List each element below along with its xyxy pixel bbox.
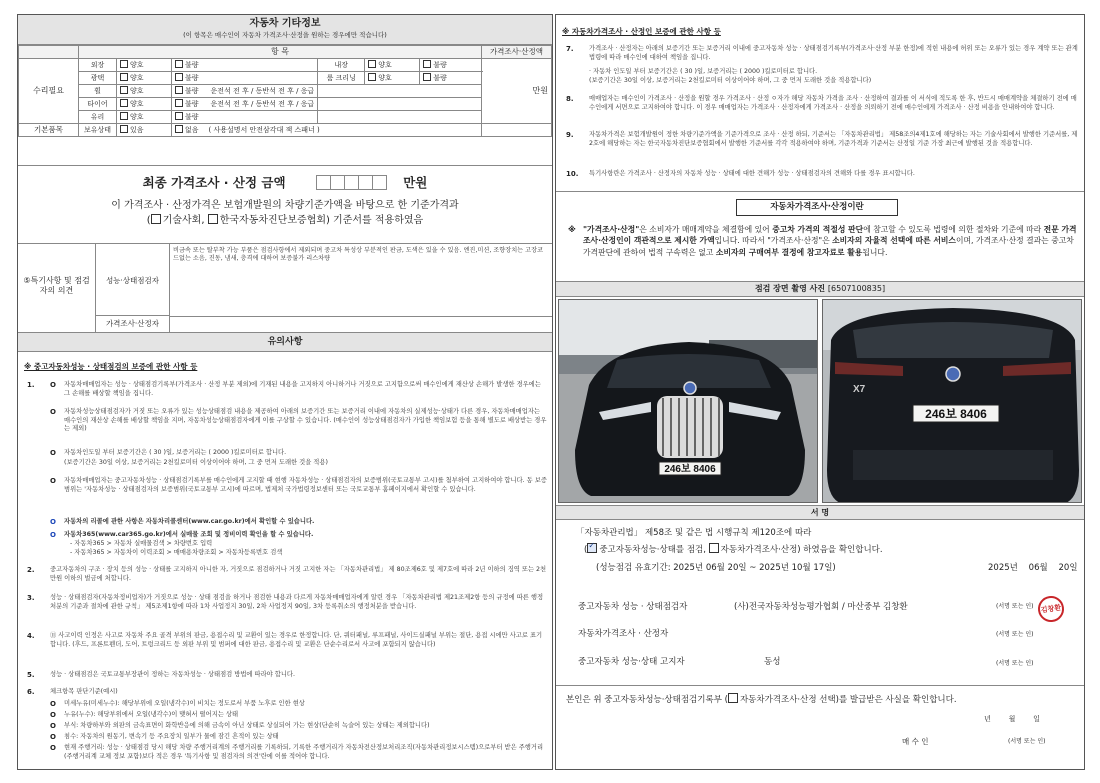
notice-6c: 부식: 차량하부와 외판의 금속표면이 화학반응에 의해 금속이 아닌 상태로 상실되어 가는 현상(단순히 녹슬어 있는 상태는 제외합니다) (64, 722, 430, 729)
opt-label: 불량 (185, 100, 199, 109)
opt-label: 불량 (185, 113, 199, 122)
notice-7-note: (보증기간은 30일 이상, 보증거리는 2천킬로미터 이상이어야 하며, 그 중 먼저 도래한 것을 적용합니다) (589, 77, 872, 84)
notice-6e: 현재 주행거리: 성능 · 상태점검 당시 해당 차량 주행거리계의 주행거리를 기록하되, 기록한 주행거리가 자동차전산정보처리조직(자동차관리정보시스템)으로부터 받은 주행거리(주행거리계 교체 정보 포함)보다 적은 경우 '특기사항 및 점검자의 의견'란에 이를 적어야 합니다. (64, 744, 544, 760)
price-notice-title: ※ 자동차가격조사 · 산정인 보증에 관한 사항 등 (562, 27, 721, 36)
notice-3: 성능 · 상태점검자(자동차정비업자)가 거짓으로 성능 · 상태 점검을 하거나 점검한 내용과 다르게 자동차매매업자에게 알린 경우 「자동차관리법 제21조제2항 등의 규정에 따른 행정처분의 기준과 절차에 관한 규칙」 제5조제1항에 따라 1차 사업정지 30일, 2차 사업정지 90일, 3차 등록취소의 행정처분을 받습니다. (50, 594, 544, 610)
num-3: 3. (27, 594, 35, 602)
right-column (555, 14, 1085, 770)
inspector-sign-hint: (서명 또는 인) (996, 603, 1034, 610)
notice-9: 자동차가격은 보험개발원이 정한 차량기준가액을 기준가격으로 조사 · 산정 하되, 기준서는 「자동차관리법」 제58조의4제1호에 해당하는 자는 기술사회에서 발행한 기준서를, 제2호에 해당하는 자는 한국자동차진단보증협회에서 발행한 기준서를 각각 적용하여야 하며, 기준가격과 기준서는 산정일 기준 가장 최근에 발행된 것을 적용합니다. (589, 131, 1078, 147)
num-2: 2. (27, 566, 35, 574)
notice-6a: 미세누유(미세누수): 해당부위에 오일(냉각수)이 비치는 정도로서 부품 노후로 인한 현상 (64, 700, 305, 707)
notice-7-period: · 자동차 인도일 부터 보증기간은 ( 30 )일, 보증거리는 ( 2000 )킬로미터로 합니다. (589, 68, 818, 75)
checkbox[interactable] (120, 60, 128, 68)
final-price-row (18, 175, 552, 194)
model-badge: X7 (853, 384, 866, 395)
bullet: O (50, 733, 56, 741)
checkbox[interactable] (120, 112, 128, 120)
opt-label: 양호 (130, 74, 144, 83)
notice-1d: 자동차매매업자는 중고자동차성능 · 상태점검기록부를 매수인에게 고지할 때 현행 자동차성능 · 상태점검자의 보증범위(국토교통부 고시)를 첨부하여 고지하여야 합니다. 동 보증범위는 '자동차성능 · 상태점검자의 보증범위(국토교통부 고시)에 따르며, 법제처 국가법령정보센터 또는 국토교통부 홈페이지에서 확인할 수 있습니다. (64, 477, 547, 493)
other-info-header (18, 15, 552, 45)
notice-5: 성능 · 상태점검은 국토교통부장관이 정하는 자동차성능 · 상태점검 방법에 따라야 합니다. (50, 671, 296, 678)
what-is-mark: ※ (568, 225, 576, 234)
wheel-position: 운전석 전 후 / 동반석 전 후 / 응급 (210, 87, 315, 96)
inspector-opinion-text: 비금속 또는 탈부착 가능 부품은 점검사항에서 제외되며 중고차 특성상 부분적인 판금, 도색은 있을 수 있음. 엔진,미션, 조향장치는 고장코드없는 소음, 진동, 냄새, 충격에 대하여 보증불가 리스차량 (173, 247, 544, 263)
notice-1a: 자동차매매업자는 성능 · 상태점검기록부(가격조사 · 산정 부분 제외)에 기재된 내용을 고지하지 아니하거나 거짓으로 고지함으로써 매수인에게 재산상 손해가 발생한 경우에는 그 손해를 배상할 책임을 집니다. (64, 381, 541, 397)
notice-8: 매매업자는 매수인이 가격조사 · 산정을 원할 경우 가격조사 · 산정 ㅇ자가 해당 자동차 가격을 조사 · 산정하여 결과를 이 서식에 적도록 한 후, 반드시 매매계약을 체결하기 전에 매수인에게 서면으로 고지하여야 합니다. 이 경우 매매업자는 가격조사 · 산정자에게 가격조사 · 산정을 의뢰하기 전에 매수인에게 가격조사 · 산정 비용을 안내하여야 합니다. (589, 95, 1077, 111)
front-plate: 246보 8406 (664, 464, 716, 475)
possession-label: 보유상태 (79, 124, 117, 137)
special-label: ⑤특기사항 및 점검자의 의견 (18, 244, 96, 333)
row-wheel: 휠 (79, 85, 117, 98)
price-header: 가격조사·산정액 (482, 46, 552, 59)
notice-section-title: ※ 중고자동차성능 · 상태점검의 보증에 관한 사항 등 (24, 362, 198, 371)
notice-recall: 자동차의 리콜에 관한 사항은 자동차리콜센터(www.car.go.kr)에서 확인할 수 있습니다. (64, 518, 315, 525)
opt-label: 없음 (185, 126, 199, 135)
notice-4: ⑪ 사고이력 인정은 사고로 자동차 주요 골격 부위의 판금, 용접수리 및 교환이 있는 경우로 한정합니다. 단, 쿼터패널, 루프패널, 사이드실패널 부위는 절단, 용접 시에만 사고로 표기합니다. (후드, 프론트펜더, 도어, 트렁크리드 등 외판 부위 및 범퍼에 대한 판금, 용접수리 및 교환은 단순수리로서 사고에 포함되지 않습니다) (50, 632, 543, 648)
checkbox[interactable] (120, 125, 128, 133)
final-price-line1: 이 가격조사 · 산정가격은 보험개발원의 차량기준가액을 바탕으로 한 기준가격과 (111, 199, 459, 211)
photo-header (556, 281, 1084, 297)
month: 06월 (1028, 563, 1048, 573)
row-exterior: 외장 (79, 59, 117, 72)
notice-10: 특기사항란은 가격조사 · 산정자의 자동차 성능 · 상태에 대한 견해가 성능 · 상태점검자의 견해와 다를 경우 표시합니다. (589, 170, 915, 177)
checkbox[interactable] (120, 73, 128, 81)
appraiser-sign-hint: (서명 또는 인) (996, 631, 1034, 638)
inspector-opinion-label: 성능·상태점검자 (96, 244, 170, 316)
notice-1c-note: (보증기간은 30일 이상, 보증거리는 2천킬로미터 이상이어야 하며, 그 중 먼저 도래한 것을 적용) (64, 459, 328, 466)
text: 됩니다. (862, 247, 888, 257)
bullet: O (50, 744, 56, 752)
text: 입니다. 따라서 "가격조사·산정"은 (714, 236, 830, 246)
left-column (17, 14, 553, 770)
checkbox[interactable] (175, 125, 183, 133)
checkbox[interactable] (175, 73, 183, 81)
other-info-subtitle: (이 항목은 매수인이 자동차 가격조사·산정을 원하는 경우에만 적습니다) (183, 30, 387, 39)
tire-position: 운전석 전 후 / 동반석 전 후 / 응급 (210, 100, 315, 109)
text: 에 참고할 수 있도록 법령에 의한 절차와 기준에 따라 (863, 225, 1042, 234)
final-price-unit: 만원 (403, 175, 428, 190)
seal-stamp (1036, 594, 1065, 623)
receipt-date (984, 715, 1040, 724)
front-car-image (559, 300, 818, 503)
basic-items-list: ( 사용설명서 안전삼각대 잭 스패너 ) (208, 126, 320, 135)
checkbox[interactable] (175, 86, 183, 94)
opt-label: 양호 (378, 74, 392, 83)
tire-position-boxes (318, 98, 482, 111)
signature-header: 서 명 (556, 505, 1084, 520)
photo-id: [6507100835] (827, 284, 886, 293)
special-remarks (18, 243, 552, 332)
opt-label: 양호 (130, 113, 144, 122)
notice-7: 가격조사 · 산정자는 아래의 보증기간 또는 보증거리 이내에 중고자동차 성능 · 상태점검기록부(가격조사·산정 부분 한정)에 적힌 내용에 허위 또는 오류가 있는 경우 계약 또는 관계법령에 따라 매수인에 대하여 책임을 집니다. (589, 45, 1078, 61)
notifier-label: 중고자동차 성능·상태 고지자 (578, 657, 685, 667)
text: 이며, 가격조사·산정 결과는 중고차 가격판단에 관하여 법적 구속력은 없고 (583, 236, 1074, 257)
notice-6d: 침수: 자동차의 원동기, 변속기 등 주요장치 일부가 물에 잠긴 흔적이 있는 상태 (64, 733, 279, 740)
term: 소비자의 자율적 선택에 따른 서비스 (832, 236, 956, 246)
opt-label: 불량 (185, 87, 199, 96)
month: 월 (1008, 715, 1016, 723)
opt-label: 양호 (130, 61, 144, 70)
what-is-title: 자동차가격조사·산정이란 (736, 199, 898, 216)
seal-text: 김창환 (1040, 603, 1062, 615)
opt-label: 양호 (130, 87, 144, 96)
checkbox[interactable] (423, 73, 431, 81)
row-room-cleaning: 룸 크리닝 (318, 72, 365, 85)
checkbox-inspection[interactable] (587, 543, 597, 553)
final-price-label: 최종 가격조사 · 산정 금액 (142, 175, 286, 190)
bullet: O (50, 518, 56, 526)
notice-6: 체크항목 판단기준(예시) (50, 688, 118, 695)
checkbox[interactable] (175, 112, 183, 120)
checkbox[interactable] (120, 99, 128, 107)
receipt-text: 본인은 위 중고자동차성능·상태점검기록부 ( (566, 695, 728, 705)
day: 일 (1033, 715, 1040, 723)
row-gloss: 광택 (79, 72, 117, 85)
bullet: O (50, 531, 56, 539)
final-price-block (18, 165, 552, 243)
num-1: 1. (27, 381, 35, 389)
receipt-text: 자동차가격조사·산정 선택)를 발급받은 사실을 확인합니다. (739, 695, 957, 705)
buyer-label: 매 수 인 (902, 737, 929, 746)
bullet: O (50, 700, 56, 708)
receipt-line (566, 693, 957, 706)
law-line: 「자동차관리법」 제58조 및 같은 법 시행규칙 제120조에 따라 (576, 528, 812, 538)
wheel-position-boxes (318, 85, 482, 98)
opt-label: 양호 (130, 100, 144, 109)
term: "가격조사·산정" (583, 225, 640, 234)
item-header: 항 목 (79, 46, 482, 59)
notice-car365-step2: - 자동차365 > 자동차이 이력조회 > 매매용차량조회 > 자동차등록번호 검색 (70, 549, 283, 556)
rear-car-image (823, 300, 1082, 503)
checkbox-tech-society[interactable] (151, 214, 161, 224)
term: 중고차 가격의 적절성 판단 (772, 225, 864, 234)
num-8: 8. (566, 95, 574, 103)
validity-period: (성능점검 유효기간: 2025년 06월 20일 ~ 2025년 10월 17일) (596, 563, 836, 573)
notifier-sign-hint: (서명 또는 인) (996, 660, 1034, 667)
checkbox[interactable] (175, 99, 183, 107)
repair-table (18, 45, 552, 137)
notice-1b: 자동차성능상태점검자가 거짓 또는 오류가 있는 성능상태점검 내용을 제공하여 아래의 보증기간 또는 보증거리 이내에 자동차의 실제성능·상태가 다른 경우, 자동차매매업자는 매수인의 재산상 손해를 배상할 책임을 지며, 자동차성능상태점검자에게 이를 구상할 수 있습니다. (매수인이 성능상태점검자가 가입한 책임보험 등을 통해 별도로 배상받는 경우는 제외) (64, 408, 547, 432)
checkbox-appraisal[interactable] (709, 543, 719, 553)
checkbox[interactable] (423, 60, 431, 68)
appraisal-label: 자동차가격조사·산정) 하였음을 확인합니다. (720, 545, 883, 555)
other-info-title: 자동차 기타정보 (249, 18, 321, 29)
checkbox[interactable] (175, 60, 183, 68)
checkbox[interactable] (368, 73, 376, 81)
day: 20일 (1058, 563, 1078, 573)
kadwa-label: 한국자동차진단보증협회) 기준서를 적용하였음 (219, 215, 424, 227)
notifier-name: 동성 (764, 657, 781, 667)
notice-2: 중고자동차의 구조 · 장치 등의 성능 · 상태를 고지하지 아니한 자, 거짓으로 점검하거나 거짓 고지한 자는 「자동차관리법」 제 80조제6호 및 제7호에 따라 2년 이하의 징역 또는 2천만원 이하의 벌금에 처합니다. (50, 566, 547, 582)
final-price-line2: ( 기술사회, 한국자동차진단보증협회) 기준서를 적용하였음 (146, 215, 424, 227)
checkbox[interactable] (368, 60, 376, 68)
price-digit-boxes[interactable] (316, 175, 387, 194)
checkbox-kadwa[interactable] (208, 214, 218, 224)
repair-label: 수리필요 (19, 59, 79, 124)
buyer-sign-hint: (서명 또는 인) (1008, 738, 1046, 745)
num-7: 7. (566, 45, 574, 53)
bullet: O (50, 711, 56, 719)
opt-label: 불량 (433, 74, 447, 83)
unit-manwon: 만원 (482, 59, 552, 124)
what-is-text (583, 224, 1077, 258)
num-10: 10. (566, 170, 579, 178)
notice-title: 유의사항 (18, 332, 552, 352)
opt-label: 불량 (433, 61, 447, 70)
basic-items-label: 기본품목 (19, 124, 79, 137)
rear-plate: 246보 8406 (925, 407, 987, 421)
inspection-label: 중고자동차성능·상태를 점검, (599, 545, 706, 555)
year: 년 (984, 715, 991, 723)
appraiser-opinion-label: 가격조사·산정자 (96, 316, 170, 333)
bullet: O (50, 381, 56, 389)
what-is-box (556, 191, 1084, 281)
num-4: 4. (27, 632, 35, 640)
bullet: O (50, 477, 56, 485)
checkbox[interactable] (120, 86, 128, 94)
front-photo (558, 299, 818, 503)
num-6: 6. (27, 688, 35, 696)
notice-car365-step1: - 자동차365 > 자동차 실매물검색 > 차량번호 입력 (70, 540, 213, 547)
checkbox-receipt[interactable] (728, 693, 738, 703)
num-5: 5. (27, 671, 35, 679)
term: 소비자의 구매여부 결정에 참고자료로 활용 (715, 247, 863, 257)
opt-label: 있음 (130, 126, 144, 135)
notice-car365: 자동차365(www.car365.go.kr)에서 실매물 조회 및 정비이력 확인을 할 수 있습니다. (64, 531, 314, 538)
row-tire: 타이어 (79, 98, 117, 111)
inspector-label: 중고자동차 성능 · 상태점검자 (578, 602, 688, 612)
opt-label: 양호 (378, 61, 392, 70)
check-line: (✓ 중고자동차성능·상태를 점검, 자동차가격조사·산정) 하였음을 확인합니다. (584, 543, 883, 556)
notice-1c: 자동차인도일 부터 보증기간은 ( 30 )일, 보증거리는 ( 2000 )킬로미터로 합니다. (64, 449, 287, 456)
row-glass: 유리 (79, 111, 117, 124)
opt-label: 불량 (185, 74, 199, 83)
inspector-name: (사)전국자동차성능평가협회 / 마산중부 김창환 (734, 602, 908, 612)
photo-title: 점검 장면 촬영 사진 (754, 284, 826, 293)
bullet: O (50, 722, 56, 730)
opt-label: 불량 (185, 61, 199, 70)
text: 은 소비자가 매매계약을 체결함에 있어 (639, 225, 770, 234)
rear-photo (822, 299, 1082, 503)
bullet: O (50, 408, 56, 416)
year: 2025년 (988, 563, 1018, 573)
appraiser-label: 자동차가격조사 · 산정자 (578, 629, 669, 639)
term: 전문 가격조사·산정인이 객관적으로 제시한 가액 (583, 225, 1077, 246)
num-9: 9. (566, 131, 574, 139)
sign-date (988, 563, 1078, 574)
bullet: O (50, 449, 56, 457)
tech-society-label: 기술사회, (162, 215, 205, 227)
row-interior: 내장 (318, 59, 365, 72)
notice-6b: 누유(누수): 해당부위에서 오일(냉각수)이 맺혀서 떨어지는 상태 (64, 711, 239, 718)
